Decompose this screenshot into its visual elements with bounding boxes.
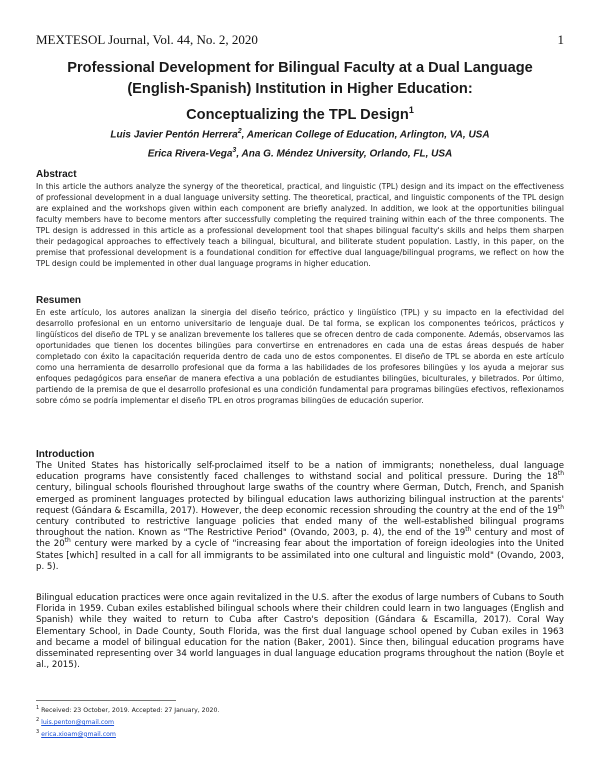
intro-p1-ordinal-4: th bbox=[64, 537, 71, 545]
title-line-3-text: Conceptualizing the TPL Design bbox=[186, 106, 409, 123]
intro-p1-ordinal-2: th bbox=[557, 503, 564, 511]
intro-p1-part-a: The United States has historically self-proclaimed itself to be a nation of immigrants; nonetheless, dual language education programs have consistently faced challenges to withstand social and political pressure. During the 18 bbox=[36, 461, 564, 483]
footnote-1-mark: 1 bbox=[36, 705, 40, 711]
author-2-email-link[interactable]: erica.xioam@gmail.com bbox=[41, 730, 116, 738]
title-line-3 bbox=[30, 100, 570, 126]
resumen-text: En este artículo, los autores analizan la sinergia del diseño teórico, práctico y lingüístico (TPL) y su impacto en la efectividad del desarrollo profesional en un entorno universitario de lenguaje dual. De tal forma, se explican los componentes teóricos, prácticos y lingüísticos del diseño de TPL y se analizan brevemente los talleres que se ofrecen dentro de cada componente. Además, observamos las oportunidades que tienen los docentes bilingües para convertirse en entrenadores en cada una de estas áreas después de haber completado con éxito la capacitación requerida dentro de cada uno de estos componentes. El diseño de TPL se aborda en este artículo como una herramienta de desarrollo profesional que da forma a las habilidades de los profesores bilingües y los ayuda a mejorar sus enfoques pedagógicos para enseñar de manera efectiva a una población de estudiantes bilingües, biculturales, y biletrados. Por último, partiendo de la premisa de que el desarrollo profesional es una condición fundamental para programas bilingües efectivos, reflexionamos sobre cómo se podría implementar el diseño TPL en otros programas bilingües de educación superior. bbox=[36, 308, 564, 405]
introduction-paragraph-1 bbox=[36, 461, 564, 573]
intro-p1-part-b: century, bilingual schools flourished throughout large swaths of the country where German, Dutch, French, and Spanish emerged as prominent languages protected by bilingual education laws authorizing bilingual instruction at the parents' request (Gándara & Escamilla, 2017). However, the deep economic recession shrouding the country at the end of the 19 bbox=[36, 483, 564, 516]
resumen-heading: Resumen bbox=[36, 295, 82, 306]
journal-citation: MEXTESOL Journal, Vol. 44, No. 2, 2020 bbox=[36, 32, 258, 47]
intro-p1-part-c: century contributed to restrictive language policies that ended many of the well-established bilingual programs throughout the nation. Known as "The Restrictive Period" (Ovando, 2003, p. 4), the end of the 19 bbox=[36, 517, 564, 539]
intro-p1-part-e: century were marked by a cycle of "increasing fear about the importation of foreign ideologies into the United States [which] resulted in a call for all immigrants to be assimilated into one cultural and linguistic mold" (Ovando, 2003, p. 5). bbox=[36, 539, 564, 572]
author-1-footnote-mark: 2 bbox=[237, 128, 242, 135]
intro-p1-ordinal-1: th bbox=[557, 470, 564, 478]
footnote-2 bbox=[36, 716, 564, 728]
title-footnote-mark: 1 bbox=[408, 105, 414, 115]
author-line-2 bbox=[30, 144, 570, 161]
resumen-section bbox=[36, 294, 564, 406]
author-line-1 bbox=[30, 125, 570, 142]
author-2-name: Erica Rivera-Vega bbox=[147, 148, 233, 160]
abstract-heading: Abstract bbox=[36, 169, 77, 180]
introduction-paragraph-2: Bilingual education practices were once again revitalized in the U.S. after the exodus of large numbers of Cubans to South Florida in 1959. Cuban exiles established bilingual schools where their children could learn in two languages (English and Spanish) while they waited to return to Cuba after Castro's deposition (Gándara & Escamilla, 2017). Coral Way Elementary School, in Dade County, South Florida, was the first dual language school opened by Cuban exiles in 1963 and became a model of bilingual education for the nation (Baker, 2001). Since then, bilingual education programs have disseminated representing over 34 world languages in dual language education programs throughout the nation (Boyle et al., 2015). bbox=[36, 593, 564, 671]
footnote-divider bbox=[36, 700, 176, 701]
abstract-text: In this article the authors analyze the synergy of the theoretical, practical, and linguistic (TPL) design and its impact on the effectiveness of professional development in a dual language university setting. The theoretical, practical, and linguistic components of the TPL design are explained and the workshops given within each component are briefly analyzed. In addition, we look at the opportunities bilingual faculty members have to become mentors after successfully completing the required training within each of the three components. The TPL design is addressed in this article as a professional development tool that shapes bilingual faculty's skills and helps them sharpen their pedagogical approaches to effectively teach a bilingual, bicultural, and biliterate student population. Lastly, in this paper, on the premise that professional development is a foundational condition for effective dual language/bilingual programs, we reflect on how the TPL design could be implemented in other dual language programs in higher education. bbox=[36, 182, 564, 268]
abstract-section bbox=[36, 168, 564, 269]
author-1-affiliation: , American College of Education, Arlington, VA, USA bbox=[241, 129, 490, 141]
author-1-email-link[interactable]: luis.penton@gmail.com bbox=[41, 718, 115, 726]
introduction-section bbox=[36, 448, 564, 573]
page-number: 1 bbox=[557, 32, 564, 47]
introduction-heading: Introduction bbox=[36, 449, 95, 460]
author-1-name: Luis Javier Pentón Herrera bbox=[110, 129, 238, 141]
paper-title bbox=[30, 58, 570, 126]
intro-p1-part-d: century and most of the 20 bbox=[36, 528, 564, 550]
author-2-footnote-mark: 3 bbox=[232, 147, 237, 154]
footnotes bbox=[36, 704, 564, 740]
intro-p1-ordinal-3: th bbox=[465, 526, 472, 534]
footnote-3-mark: 3 bbox=[36, 728, 40, 735]
title-line-1: Professional Development for Bilingual Faculty at a Dual Language bbox=[67, 60, 533, 76]
title-line-2: (English-Spanish) Institution in Higher Education: bbox=[127, 81, 473, 97]
footnote-3 bbox=[36, 728, 564, 740]
footnote-1-text: Received: 23 October, 2019. Accepted: 27 January, 2020. bbox=[39, 707, 220, 715]
introduction-paragraph-2-block bbox=[36, 593, 564, 671]
footnote-1 bbox=[36, 704, 564, 716]
footnote-2-mark: 2 bbox=[36, 716, 40, 723]
author-2-affiliation: , Ana G. Méndez University, Orlando, FL, USA bbox=[236, 148, 453, 160]
